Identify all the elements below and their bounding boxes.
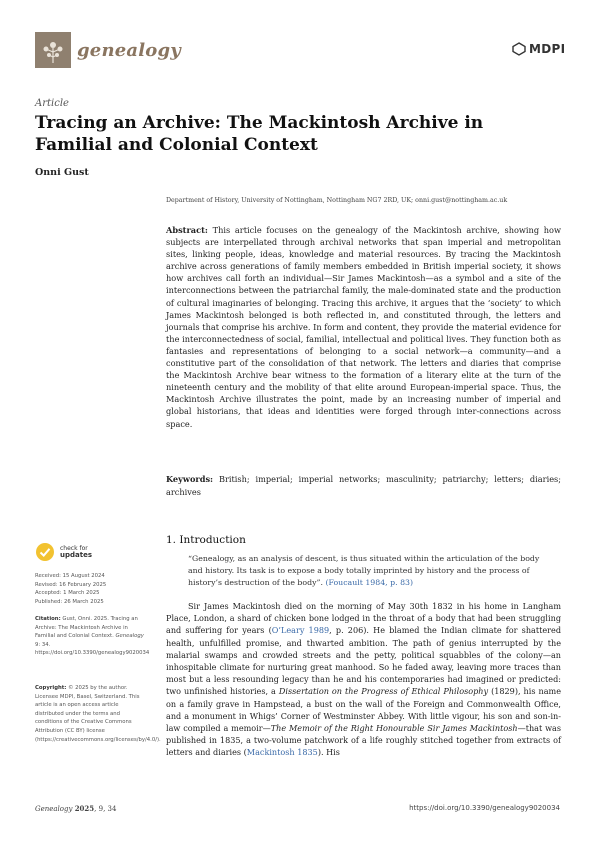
journal-name: genealogy — [77, 40, 181, 61]
citation-block — [35, 615, 148, 658]
article-type: Article — [35, 98, 69, 109]
epigraph-quote — [188, 553, 543, 590]
revised-date: Revised: 16 February 2025 — [35, 581, 107, 588]
citation-link-oleary[interactable]: O’Leary 1989 — [271, 625, 330, 636]
check-updates-line2: updates — [60, 551, 92, 559]
keywords — [166, 473, 561, 499]
mdpi-icon — [512, 42, 526, 56]
footer-volume: , 9, 34 — [94, 805, 117, 813]
check-updates-line1: check for — [60, 545, 88, 552]
article-title: Tracing an Archive: The Mackintosh Archive in Familial and Colonial Context — [35, 113, 484, 155]
paragraph-italic-memoir: The Memoir of the Right Honourable Sir James Mackintosh — [270, 723, 518, 734]
publication-dates — [35, 572, 106, 606]
abstract — [166, 224, 561, 430]
footer-doi-link[interactable]: https://doi.org/10.3390/genealogy9020034 — [409, 804, 560, 812]
paragraph-text-b: , p. 206). He blamed the Indian climate for shattered health, unfulfilled promise, and thwarted ambition. The path of genius interrupted by the malarial swamps and crowded streets and the petty, political squabbles of the colony—an inhospitable climate for nurturing great manhood. So he faded away, leaving more traces than most but a less resounding legacy than he and his contemporaries had imagined or predicted: two unfinished histories, a — [166, 625, 562, 697]
footer-journal: Genealogy — [35, 805, 73, 813]
check-updates-button[interactable] — [35, 542, 92, 562]
quote-text: “Genealogy, as an analysis of descent, is thus situated within the articulation of the body and history. Its task is to expose a body totally imprinted by history and the process of history’s destruction of the body”. — [188, 554, 540, 588]
published-date: Published: 26 March 2025 — [35, 598, 104, 605]
quote-citation-link[interactable]: (Foucault 1984, p. 83) — [325, 578, 414, 588]
paragraph-text-c: (1829), his name on a family grave in Hampstead, a bust on the wall of the Foreign and Commonwealth Office, and a monument in Whigs’ Corner of Westminster Abbey. With little vigour, his son and son-in-law compiled a memoir— — [166, 686, 562, 734]
citation-link-mackintosh[interactable]: Mackintosh 1835 — [246, 747, 318, 758]
abstract-text: This article focuses on the genealogy of the Mackintosh archive, showing how subjects are interpellated through archival networks that span imperial and metropolitan sites, linking people, ideas, knowledge and material resources. By tracing the Mackintosh archive across generations of family members embedded in British imperial society, it shows how archives call forth an individual—Sir James Mackintosh—as a symbol and a site of the interconnections between the patriarchal family, the male-dominated state and the production of cultural imaginaries of belonging. Tracing this archive, it argues that the ‘society’ to which James Mackintosh belonged is both reflected in, and constituted through, the letters and journals that comprise his archive. In form and content, they provide the material evidence for the interconnectedness of social, familial, intellectual and political lives. They function both as fantasies and representations of belonging to a social network—a community—and a constitutive part of the consolidation of that network. The letters and diaries that comprise the Mackintosh Archive bear witness to the formation of a literary elite at the turn of the nineteenth century and the mobility of that elite around European-imperial space. Thus, the Mackintosh Archive illustrates the point, made by an increasing number of imperial and global historians, that ideas and identities were forged through inter-connections across space. — [166, 225, 561, 429]
received-date: Received: 15 August 2024 — [35, 573, 105, 579]
paragraph-text-e: ). His — [317, 747, 340, 758]
body-paragraph — [166, 600, 561, 759]
check-updates-icon — [35, 542, 55, 562]
citation-text: Gust, Onni. 2025. Tracing an Archive: The Mackintosh Archive in Familial and Colonial Context. — [35, 616, 138, 640]
citation-label: Citation: — [35, 616, 61, 622]
abstract-label: Abstract: — [166, 225, 208, 235]
journal-logo-icon — [35, 32, 71, 68]
section-heading: 1. Introduction — [166, 534, 246, 546]
copyright-text: © 2025 by the author. Licensee MDPI, Basel, Switzerland. This article is an open access article distributed under the terms and conditions of the Creative Commons Attribution (CC BY) license (https://creativecommons.org/licenses/by/4.0/). — [35, 685, 161, 743]
affiliation: Department of History, University of Nottingham, Nottingham NG7 2RD, UK; onni.gust@nottingham.ac.uk — [166, 197, 508, 204]
publisher-logo — [512, 42, 565, 56]
accepted-date: Accepted: 1 March 2025 — [35, 590, 100, 597]
author-name: Onni Gust — [35, 167, 89, 178]
keywords-text: British; imperial; imperial networks; masculinity; patriarchy; letters; diaries; archives — [166, 474, 561, 497]
footer-year: 2025 — [74, 804, 95, 813]
copyright-label: Copyright: — [35, 685, 67, 691]
publisher-name: MDPI — [529, 42, 566, 56]
keywords-label: Keywords: — [166, 474, 214, 484]
citation-rest: 9: 34. https://doi.org/10.3390/genealogy9020034 — [35, 641, 150, 657]
footer-journal-info — [35, 804, 116, 813]
citation-journal: Genealogy — [115, 633, 144, 640]
paragraph-italic-dissertation: Dissertation on the Progress of Ethical Philosophy — [278, 686, 489, 697]
paragraph-text-d: —that was published in 1835, a two-volume patchwork of a life roughly stitched together from extracts of letters and diaries ( — [166, 723, 561, 758]
paragraph-text-a: Sir James Mackintosh died on the morning of May 30th 1832 in his home in Langham Place, London, a shard of chicken bone lodged in the throat of a body that had been struggling and suffering for years ( — [166, 601, 561, 636]
copyright-block — [35, 684, 161, 744]
